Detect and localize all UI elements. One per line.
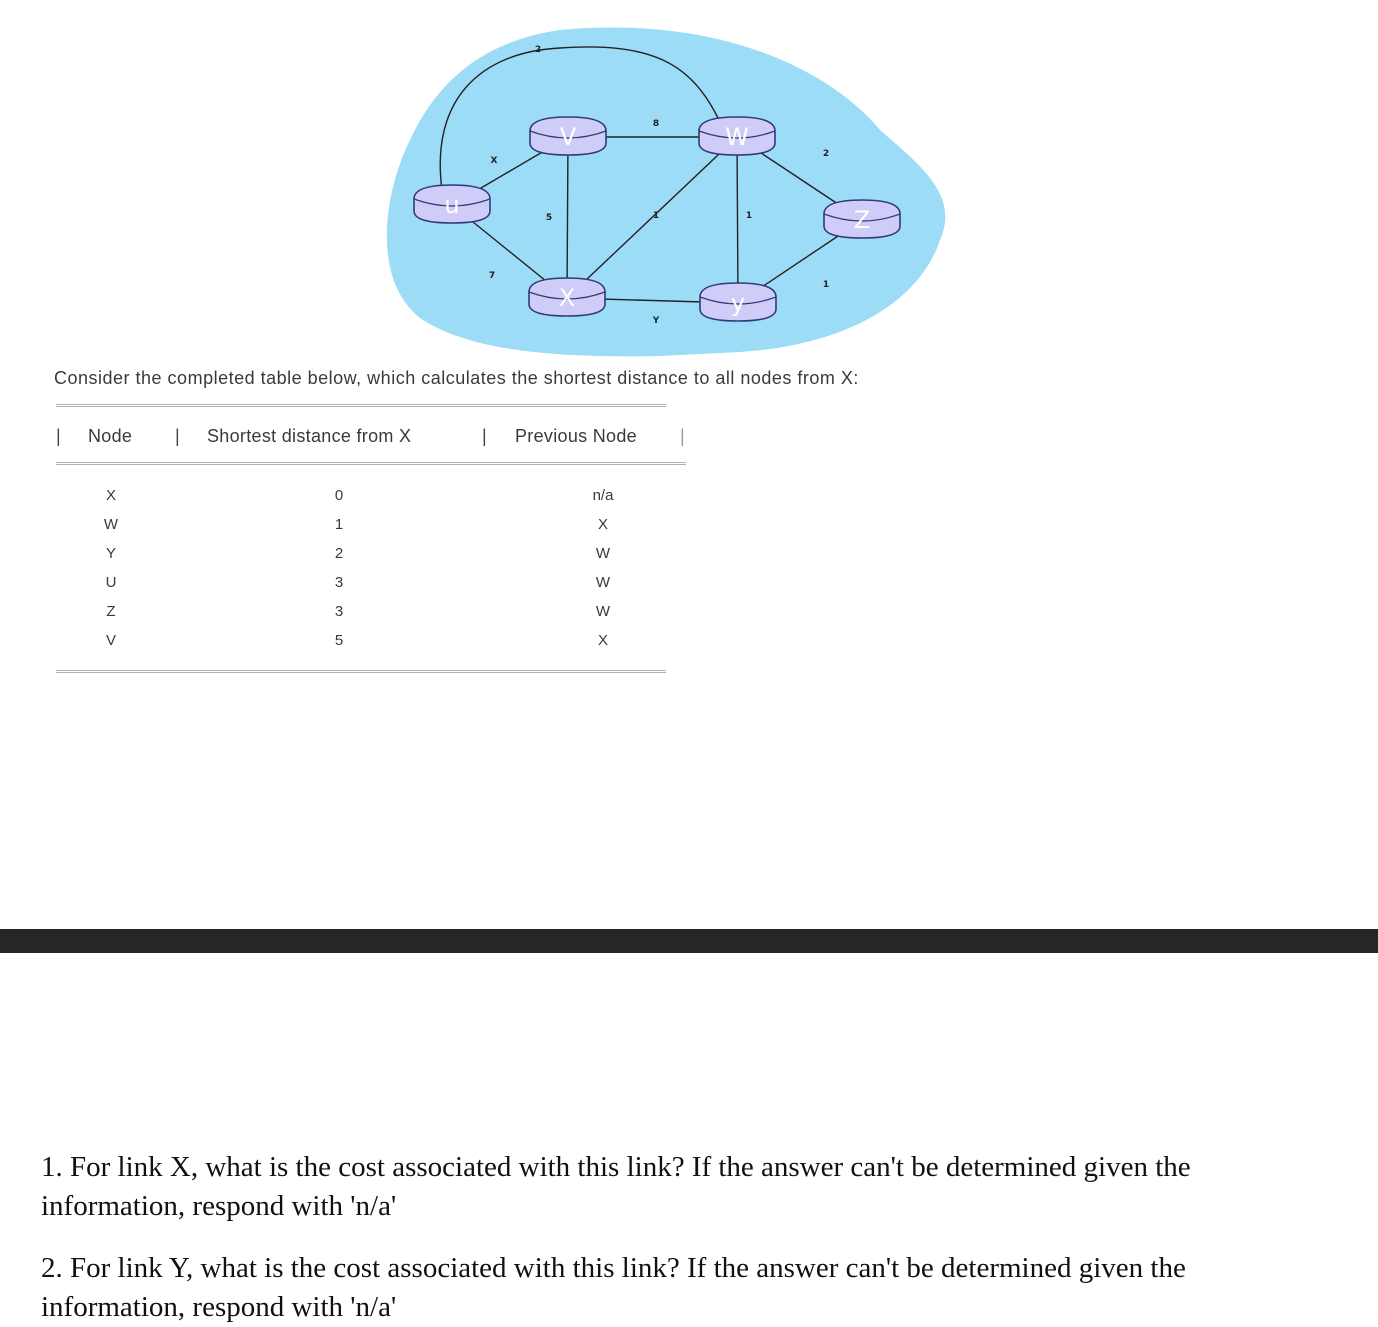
question-1: 1. For link X, what is the cost associated with this link? If the answer can't be determined given the information, respond with 'n/a': [41, 1151, 1191, 1222]
edge-label-v-w: 8: [652, 119, 660, 129]
table-cell-previous: X: [597, 632, 609, 649]
table-cell-node: X: [105, 487, 117, 504]
edge-label-v-x: 5: [545, 213, 553, 223]
edge-label-u-v: X: [490, 156, 498, 166]
table-rule-bottom: [56, 670, 666, 680]
edge-label-x-w: 1: [652, 211, 660, 221]
table-cell-node: W: [103, 516, 119, 533]
table-cell-node: Z: [106, 603, 116, 620]
table-rule-top: [56, 404, 666, 414]
header-separator: |: [482, 426, 487, 446]
header-separator: |: [680, 426, 685, 446]
node-y: [700, 283, 776, 321]
table-cell-node: Y: [105, 545, 117, 562]
edge-label-x-y: Y: [652, 316, 660, 326]
table-cell-previous: X: [597, 516, 609, 533]
header-separator: |: [175, 426, 180, 446]
node-u: [414, 185, 490, 223]
node-x: [529, 278, 605, 316]
table-cell-distance: 3: [334, 574, 344, 591]
node-w: [699, 117, 775, 155]
header-node: Node: [88, 426, 133, 446]
edge-label-u-x: 7: [488, 271, 496, 281]
table-cell-distance: 1: [334, 516, 344, 533]
table-rule-header: [56, 462, 686, 472]
table-cell-distance: 3: [334, 603, 344, 620]
edge-label-u-w: 2: [534, 45, 542, 55]
edge-v-x: [567, 137, 568, 298]
node-label: X: [558, 284, 576, 312]
question-2: 2. For link Y, what is the cost associated with this link? If the answer can't be determined given the information, respond with 'n/a': [41, 1252, 1186, 1323]
node-label: W: [725, 123, 749, 151]
node-v: [530, 117, 606, 155]
header-separator: |: [56, 426, 61, 446]
table-cell-distance: 2: [334, 545, 344, 562]
network-diagram: [0, 0, 1378, 360]
table-cell-previous: W: [595, 574, 611, 591]
node-label: y: [730, 289, 746, 317]
edge-label-w-z: 2: [822, 149, 830, 159]
edge-w-y: [737, 137, 738, 303]
table-cell-previous: W: [595, 603, 611, 620]
table-cell-node: V: [105, 632, 117, 649]
node-label: u: [444, 191, 460, 219]
header-previous: Previous Node: [515, 426, 637, 446]
section-divider: [0, 929, 1378, 953]
node-z: [824, 200, 900, 238]
table-cell-previous: W: [595, 545, 611, 562]
edge-label-y-z: 1: [822, 280, 830, 290]
edge-label-w-y: 1: [745, 211, 753, 221]
intro-text: Consider the completed table below, which calculates the shortest distance to all nodes from X:: [54, 368, 859, 388]
table-cell-node: U: [105, 574, 117, 591]
node-label: V: [559, 123, 577, 151]
header-distance: Shortest distance from X: [207, 426, 412, 446]
node-label: Z: [853, 206, 871, 234]
table-cell-previous: n/a: [592, 487, 614, 504]
table-cell-distance: 5: [334, 632, 344, 649]
table-cell-distance: 0: [334, 487, 344, 504]
